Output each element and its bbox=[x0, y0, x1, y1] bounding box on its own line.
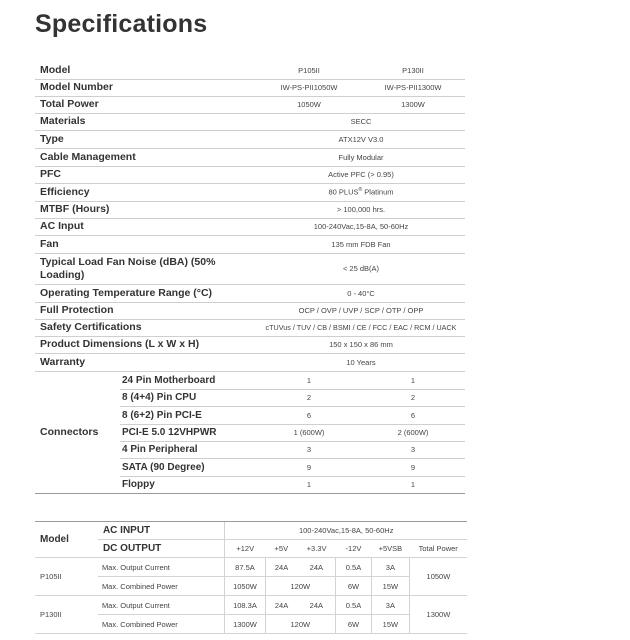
registered-mark: ® bbox=[358, 187, 363, 194]
spec-value-b: P130II bbox=[361, 62, 465, 79]
connector-count-b: 6 bbox=[361, 406, 465, 424]
spec-label: Warranty bbox=[35, 353, 257, 371]
spec-value: 10 Years bbox=[257, 353, 465, 371]
row-label: Max. Combined Power bbox=[98, 577, 225, 596]
spec-value: 150 x 150 x 86 mm bbox=[257, 336, 465, 353]
connector-name: 24 Pin Motherboard bbox=[120, 371, 257, 389]
connector-count-b: 3 bbox=[361, 441, 465, 458]
ac-input-value: 100-240Vac,15-8A, 50-60Hz bbox=[225, 522, 467, 540]
connector-name: 8 (6+2) Pin PCI-E bbox=[120, 406, 257, 424]
rail-current: 3A bbox=[371, 596, 409, 615]
rail-header: +5V bbox=[265, 540, 298, 558]
spec-label: Model bbox=[35, 62, 257, 79]
spec-row-total-power bbox=[35, 96, 465, 113]
spec-label: Typical Load Fan Noise (dBA) (50% Loading) bbox=[35, 253, 257, 284]
spec-value: OCP / OVP / UVP / SCP / OTP / OPP bbox=[257, 302, 465, 319]
spec-row-model bbox=[35, 62, 465, 79]
spec-label: Type bbox=[35, 130, 257, 148]
spec-label: Efficiency bbox=[35, 183, 257, 201]
spec-label: Total Power bbox=[35, 96, 257, 113]
spec-label: Safety Certifications bbox=[35, 319, 257, 336]
spec-row-warranty bbox=[35, 353, 465, 371]
rail-current: 24A bbox=[265, 558, 298, 577]
connector-count-a: 6 bbox=[257, 406, 361, 424]
combined-5v-3v3: 120W bbox=[265, 577, 336, 596]
connector-count-b: 1 bbox=[361, 371, 465, 389]
connector-name: PCI-E 5.0 12VHPWR bbox=[120, 424, 257, 441]
output-current-row bbox=[35, 558, 467, 577]
spec-value-a: 1050W bbox=[257, 96, 361, 113]
spec-row-dimensions bbox=[35, 336, 465, 353]
rail-current: 24A bbox=[265, 596, 298, 615]
connector-count-a: 1 bbox=[257, 476, 361, 493]
combined-neg12v: 6W bbox=[336, 615, 372, 634]
spec-value: SECC bbox=[257, 113, 465, 130]
spec-row-safety bbox=[35, 319, 465, 336]
rail-current: 24A bbox=[298, 596, 336, 615]
model-header: Model bbox=[35, 522, 98, 558]
spec-label: Fan bbox=[35, 235, 257, 253]
combined-neg12v: 6W bbox=[336, 577, 372, 596]
spec-row-pfc bbox=[35, 166, 465, 183]
spec-value: > 100,000 hrs. bbox=[257, 201, 465, 218]
rail-header: +3.3V bbox=[298, 540, 336, 558]
combined-12v: 1050W bbox=[225, 577, 265, 596]
spec-row-protection bbox=[35, 302, 465, 319]
rail-header: +5VSB bbox=[371, 540, 409, 558]
spec-row-noise bbox=[35, 253, 465, 284]
connector-count-a: 9 bbox=[257, 458, 361, 476]
connector-row bbox=[35, 371, 465, 389]
ac-input-row bbox=[35, 522, 467, 540]
spec-value: < 25 dB(A) bbox=[257, 253, 465, 284]
combined-power-row bbox=[35, 615, 467, 634]
spec-value: Active PFC (> 0.95) bbox=[257, 166, 465, 183]
model-name: P105II bbox=[35, 558, 98, 596]
rail-header: -12V bbox=[336, 540, 372, 558]
spec-label: Cable Management bbox=[35, 148, 257, 166]
efficiency-tier: Platinum bbox=[362, 187, 394, 197]
spec-value bbox=[257, 183, 465, 201]
rail-current: 87.5A bbox=[225, 558, 265, 577]
connector-name: 8 (4+4) Pin CPU bbox=[120, 389, 257, 406]
output-current-row bbox=[35, 596, 467, 615]
connector-count-a: 2 bbox=[257, 389, 361, 406]
spec-row-efficiency bbox=[35, 183, 465, 201]
connector-name: SATA (90 Degree) bbox=[120, 458, 257, 476]
spec-value: ATX12V V3.0 bbox=[257, 130, 465, 148]
spec-value: 135 mm FDB Fan bbox=[257, 235, 465, 253]
spec-value: 100-240Vac,15-8A, 50-60Hz bbox=[257, 218, 465, 235]
rail-current: 0.5A bbox=[336, 558, 372, 577]
connector-count-b: 2 (600W) bbox=[361, 424, 465, 441]
connector-count-a: 3 bbox=[257, 441, 361, 458]
rail-current: 3A bbox=[371, 558, 409, 577]
spec-row-type bbox=[35, 130, 465, 148]
row-label: Max. Output Current bbox=[98, 596, 225, 615]
spec-table bbox=[35, 62, 465, 494]
spec-row-op-temp bbox=[35, 284, 465, 302]
connector-count-b: 9 bbox=[361, 458, 465, 476]
spec-value: 0 - 40°C bbox=[257, 284, 465, 302]
spec-label: Product Dimensions (L x W x H) bbox=[35, 336, 257, 353]
spec-row-ac-input bbox=[35, 218, 465, 235]
total-power: 1050W bbox=[409, 558, 467, 596]
spec-value-b: 1300W bbox=[361, 96, 465, 113]
rail-header: +12V bbox=[225, 540, 265, 558]
spec-value-a: IW-PS-PII1050W bbox=[257, 79, 361, 96]
connector-name: Floppy bbox=[120, 476, 257, 493]
spec-label: AC Input bbox=[35, 218, 257, 235]
rail-header: Total Power bbox=[409, 540, 467, 558]
spec-value-a: P105II bbox=[257, 62, 361, 79]
connector-count-b: 1 bbox=[361, 476, 465, 493]
spec-label: Operating Temperature Range (°C) bbox=[35, 284, 257, 302]
spec-label: Full Protection bbox=[35, 302, 257, 319]
connector-count-a: 1 bbox=[257, 371, 361, 389]
combined-5v-3v3: 120W bbox=[265, 615, 336, 634]
combined-5vsb: 15W bbox=[371, 615, 409, 634]
connector-count-b: 2 bbox=[361, 389, 465, 406]
spec-value: cTUVus / TUV / CB / BSMI / CE / FCC / EAC / RCM / UACK bbox=[257, 319, 465, 336]
connector-count-a: 1 (600W) bbox=[257, 424, 361, 441]
combined-12v: 1300W bbox=[225, 615, 265, 634]
ac-input-header: AC INPUT bbox=[98, 522, 225, 540]
spec-label: Materials bbox=[35, 113, 257, 130]
spec-row-mtbf bbox=[35, 201, 465, 218]
connector-name: 4 Pin Peripheral bbox=[120, 441, 257, 458]
spec-value: Fully Modular bbox=[257, 148, 465, 166]
page-title: Specifications bbox=[35, 10, 208, 38]
model-name: P130II bbox=[35, 596, 98, 634]
spec-label: MTBF (Hours) bbox=[35, 201, 257, 218]
total-power: 1300W bbox=[409, 596, 467, 634]
row-label: Max. Output Current bbox=[98, 558, 225, 577]
rail-current: 24A bbox=[298, 558, 336, 577]
rail-current: 108.3A bbox=[225, 596, 265, 615]
spec-row-fan bbox=[35, 235, 465, 253]
spec-label: PFC bbox=[35, 166, 257, 183]
spec-value-b: IW-PS-PII1300W bbox=[361, 79, 465, 96]
connectors-label: Connectors bbox=[35, 371, 120, 493]
efficiency-rating: 80 PLUS bbox=[328, 187, 359, 197]
power-output-table bbox=[35, 521, 467, 634]
dc-output-header: DC OUTPUT bbox=[98, 540, 225, 558]
row-label: Max. Combined Power bbox=[98, 615, 225, 634]
rail-current: 0.5A bbox=[336, 596, 372, 615]
spec-label: Model Number bbox=[35, 79, 257, 96]
dc-output-row bbox=[35, 540, 467, 558]
combined-power-row bbox=[35, 577, 467, 596]
combined-5vsb: 15W bbox=[371, 577, 409, 596]
spec-row-materials bbox=[35, 113, 465, 130]
spec-row-model-number bbox=[35, 79, 465, 96]
spec-row-cable-management bbox=[35, 148, 465, 166]
